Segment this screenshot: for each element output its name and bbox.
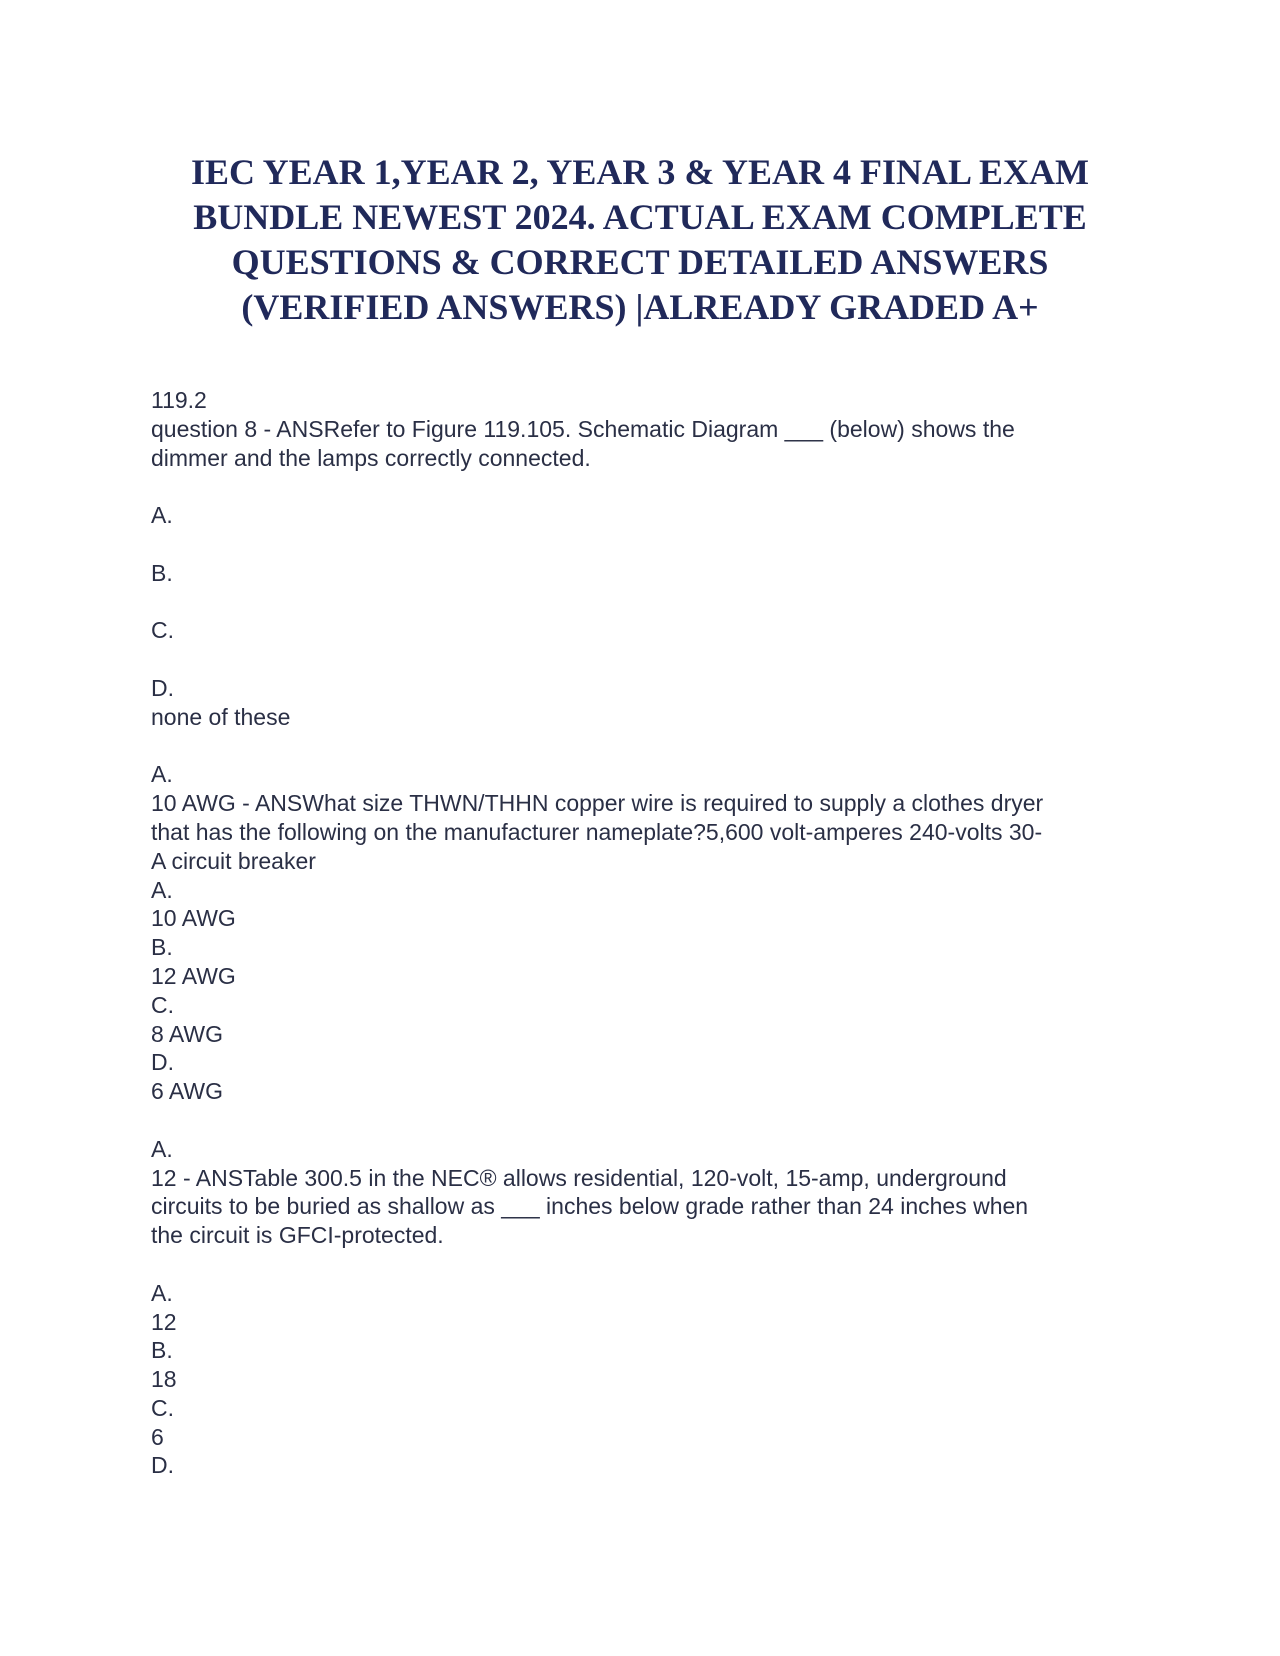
- gfci-question-line-1: 12 - ANSTable 300.5 in the NEC® allows residential, 120-volt, 15-amp, underground: [151, 1164, 1007, 1191]
- q8-option-c: C.: [151, 617, 174, 644]
- q8-answer: A.: [151, 761, 173, 788]
- title-line-1: IEC YEAR 1,YEAR 2, YEAR 3 & YEAR 4 FINAL EXAM: [190, 152, 1090, 192]
- dryer-option-b-text: 12 AWG: [151, 962, 236, 989]
- blank-line: [151, 732, 1141, 761]
- blank-line: [151, 1250, 1141, 1279]
- title-line-3: QUESTIONS & CORRECT DETAILED ANSWERS: [231, 242, 1049, 282]
- section-number: 119.2: [151, 387, 207, 413]
- question-8-line-1: question 8 - ANSRefer to Figure 119.105. Schematic Diagram ___ (below) shows the: [151, 415, 1015, 442]
- dryer-option-d: D.: [151, 1049, 174, 1076]
- gfci-option-a-text: 12: [151, 1308, 177, 1335]
- gfci-option-c-text: 6: [151, 1423, 164, 1450]
- q8-option-b: B.: [151, 559, 173, 586]
- gfci-option-b-text: 18: [151, 1366, 177, 1393]
- dryer-option-c: C.: [151, 991, 174, 1018]
- dryer-option-a: A.: [151, 876, 173, 903]
- dryer-option-d-text: 6 AWG: [151, 1078, 223, 1105]
- dryer-option-c-text: 8 AWG: [151, 1020, 223, 1047]
- dryer-option-a-text: 10 AWG: [151, 905, 236, 932]
- gfci-question-line-2: circuits to be buried as shallow as ___ inches below grade rather than 24 inches when: [151, 1193, 1029, 1220]
- blank-line: [151, 1106, 1141, 1135]
- gfci-question-line-3: the circuit is GFCI-protected.: [151, 1222, 444, 1249]
- document-title: [145, 150, 1135, 330]
- gfci-option-a: A.: [151, 1279, 173, 1306]
- question-8-line-2: dimmer and the lamps correctly connected.: [151, 444, 591, 471]
- blank-line: [151, 645, 1141, 674]
- blank-line: [151, 530, 1141, 559]
- title-line-4: (VERIFIED ANSWERS) |ALREADY GRADED A+: [241, 287, 1039, 327]
- gfci-option-c: C.: [151, 1394, 174, 1421]
- dryer-question-line-1: 10 AWG - ANSWhat size THWN/THHN copper wire is required to supply a clothes dryer: [151, 790, 1044, 817]
- q8-option-d: D.: [151, 674, 174, 701]
- document-body: [151, 386, 1141, 1480]
- dryer-question-line-2: that has the following on the manufacturer nameplate?5,600 volt-amperes 240-volts 30-: [151, 818, 1043, 845]
- title-line-2: BUNDLE NEWEST 2024. ACTUAL EXAM COMPLETE: [193, 197, 1087, 237]
- dryer-option-b: B.: [151, 934, 173, 961]
- dryer-question-line-3: A circuit breaker: [151, 847, 316, 874]
- gfci-option-b: B.: [151, 1337, 173, 1364]
- dryer-answer: A.: [151, 1135, 173, 1162]
- gfci-option-d: D.: [151, 1452, 174, 1479]
- q8-option-a: A.: [151, 502, 173, 529]
- blank-line: [151, 588, 1141, 617]
- q8-option-d-text: none of these: [151, 703, 291, 730]
- blank-line: [151, 472, 1141, 501]
